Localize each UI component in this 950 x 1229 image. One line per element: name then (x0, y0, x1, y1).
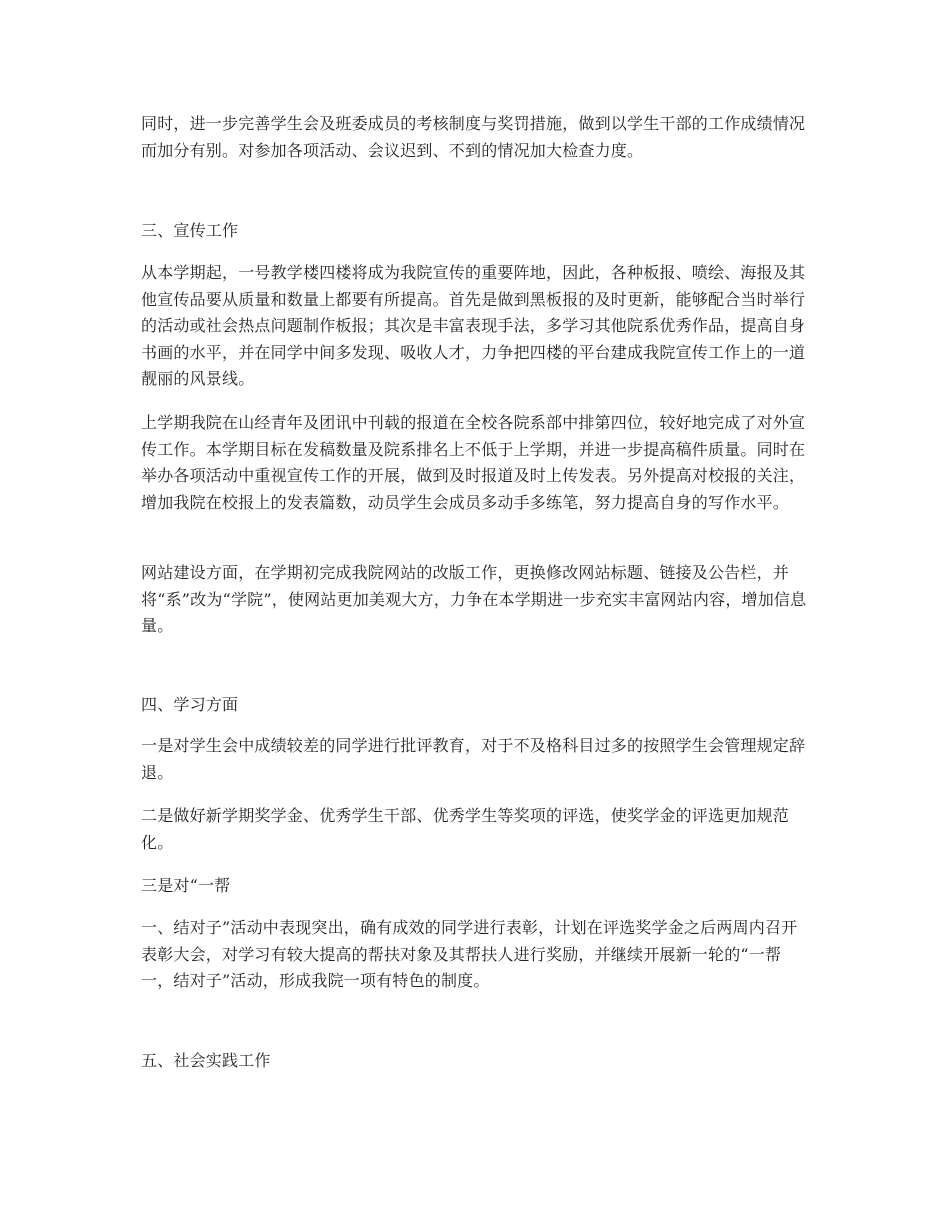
section-heading-social-practice: 五、社会实践工作 (141, 1051, 271, 1070)
paragraph-intro: 同时，进一步完善学生会及班委成员的考核制度与奖罚措施，做到以学生干部的工作成绩情况而加分有别。对参加各项活动、会议迟到、不到的情况加大检查力度。 (141, 114, 806, 160)
paragraph-publicity-board: 从本学期起，一号教学楼四楼将成为我院宣传的重要阵地，因此，各种板报、喷绘、海报及其他宣传品要从质量和数量上都要有所提高。首先是做到黑板报的及时更新，能够配合当时举行的活动或社会热点问题制作板报；其次是丰富表现手法，多学习其他院系优秀作品，提高自身书画的水平，并在同学中间多发现、吸收人才，力争把四楼的平台建成我院宣传工作上的一道靓丽的风景线。 (141, 263, 806, 388)
paragraph-publicity-external: 上学期我院在山经青年及团讯中刊载的报道在全校各院系部中排第四位，较好地完成了对外宣传工作。本学期目标在发稿数量及院系排名上不低于上学期，并进一步提高稿件质量。同时在举办各项活动中重视宣传工作的开展，做到及时报道及时上传发表。另外提高对校报的关注，增加我院在校报上的发表篇数，动员学生会成员多动手多练笔，努力提高自身的写作水平。 (141, 413, 806, 512)
paragraph-study-scholarship: 二是做好新学期奖学金、优秀学生干部、优秀学生等奖项的评选，使奖学金的评选更加规范化。 (141, 806, 790, 852)
paragraph-study-pairing: 一、结对子”活动中表现突出，确有成效的同学进行表彰，计划在评选奖学金之后两周内召开表彰大会，对学习有较大提高的帮扶对象及其帮扶人进行奖励，并继续开展新一轮的“一帮一，结对子”活动，形成我院一项有特色的制度。 (141, 918, 798, 990)
paragraph-study-pairing-intro: 三是对“一帮 (141, 876, 231, 895)
section-heading-study: 四、学习方面 (141, 695, 239, 714)
paragraph-study-criticism: 一是对学生会中成绩较差的同学进行批评教育，对于不及格科目过多的按照学生会管理规定辞退。 (141, 736, 806, 782)
section-heading-publicity: 三、宣传工作 (141, 221, 239, 240)
paragraph-publicity-website: 网站建设方面，在学期初完成我院网站的改版工作，更换修改网站标题、链接及公告栏，并将“系”改为“学院”，使网站更加美观大方，力争在本学期进一步充实丰富网站内容，增加信息量。 (141, 563, 807, 635)
